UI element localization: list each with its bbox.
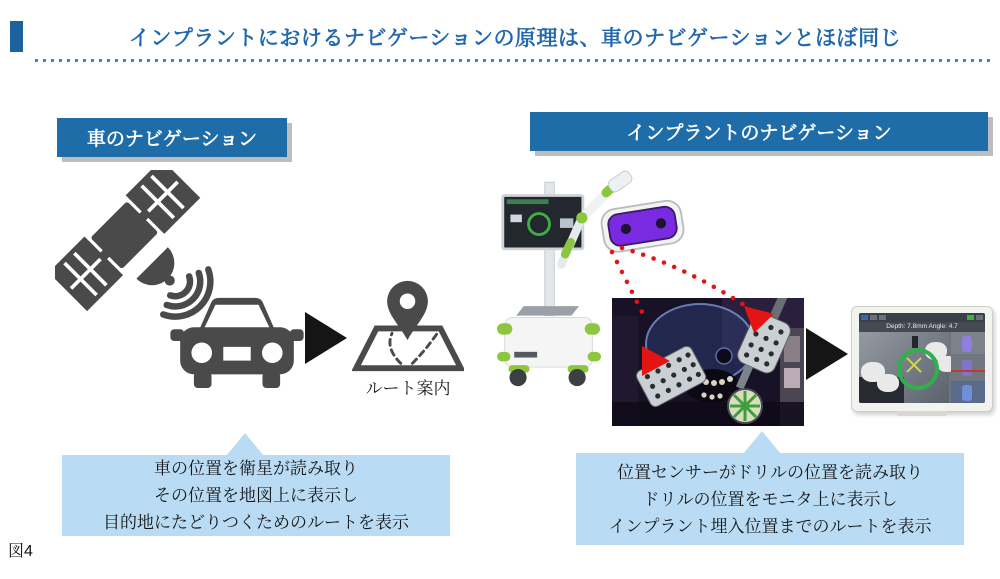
implant-mark: [962, 360, 972, 376]
depth-angle-readout: Depth: 7.8mm Angle: 4.7: [859, 322, 985, 332]
navigation-monitor-image: [851, 306, 993, 412]
toolbar-item: [976, 315, 983, 320]
title-accent-bar: [10, 21, 23, 52]
map-pin-icon: [352, 278, 464, 375]
tracking-beams-icon: [552, 160, 812, 335]
tooth-model: [877, 374, 899, 392]
drill-indicator: [912, 336, 918, 348]
callout-line: ドリルの位置をモニタ上に表示し: [642, 489, 898, 509]
monitor-3d-view: [859, 332, 949, 403]
reference-line: [951, 370, 985, 372]
cross-section-panel: [951, 381, 985, 403]
car-nav-callout: [62, 455, 450, 536]
callout-pointer: [226, 433, 264, 456]
monitor-toolbar: [859, 313, 985, 322]
car-icon: [168, 292, 306, 390]
car-nav-header-label: 車のナビゲーション: [86, 129, 258, 150]
figure-number-label: 図4: [8, 543, 33, 560]
implant-mark: [962, 336, 972, 352]
monitor-body: [859, 332, 985, 403]
implant-nav-header: [530, 112, 988, 151]
arrow-right-icon: [305, 312, 347, 364]
implant-mark: [962, 385, 972, 401]
toolbar-item: [879, 315, 886, 320]
title-divider: [35, 59, 990, 62]
toolbar-item: [967, 315, 974, 320]
implant-nav-header-label: インプラントのナビゲーション: [626, 123, 892, 144]
callout-pointer: [743, 431, 781, 454]
callout-line: その位置を地図上に表示し: [154, 486, 358, 505]
target-ring: [897, 348, 939, 390]
toolbar-item: [861, 315, 868, 320]
monitor-stand: [897, 411, 947, 416]
callout-line: 目的地にたどりつくためのルートを表示: [103, 513, 409, 532]
toolbar-item: [870, 315, 877, 320]
cross-section-panel: [951, 356, 985, 378]
car-nav-header: [57, 118, 287, 157]
page-title: インプラントにおけるナビゲーションの原理は、車のナビゲーションとほぼ同じ: [128, 27, 902, 50]
cross-section-panel: [951, 332, 985, 354]
monitor-screen: [859, 313, 985, 403]
monitor-sidebar: [949, 332, 985, 403]
callout-line: 位置センサーがドリルの位置を読み取り: [617, 462, 923, 482]
implant-nav-callout: [576, 453, 964, 545]
callout-line: インプラント埋入位置までのルートを表示: [608, 516, 932, 536]
route-guidance-label: ルート案内: [365, 379, 451, 398]
arrow-right-icon: [806, 328, 848, 380]
callout-line: 車の位置を衛星が読み取り: [154, 459, 358, 478]
